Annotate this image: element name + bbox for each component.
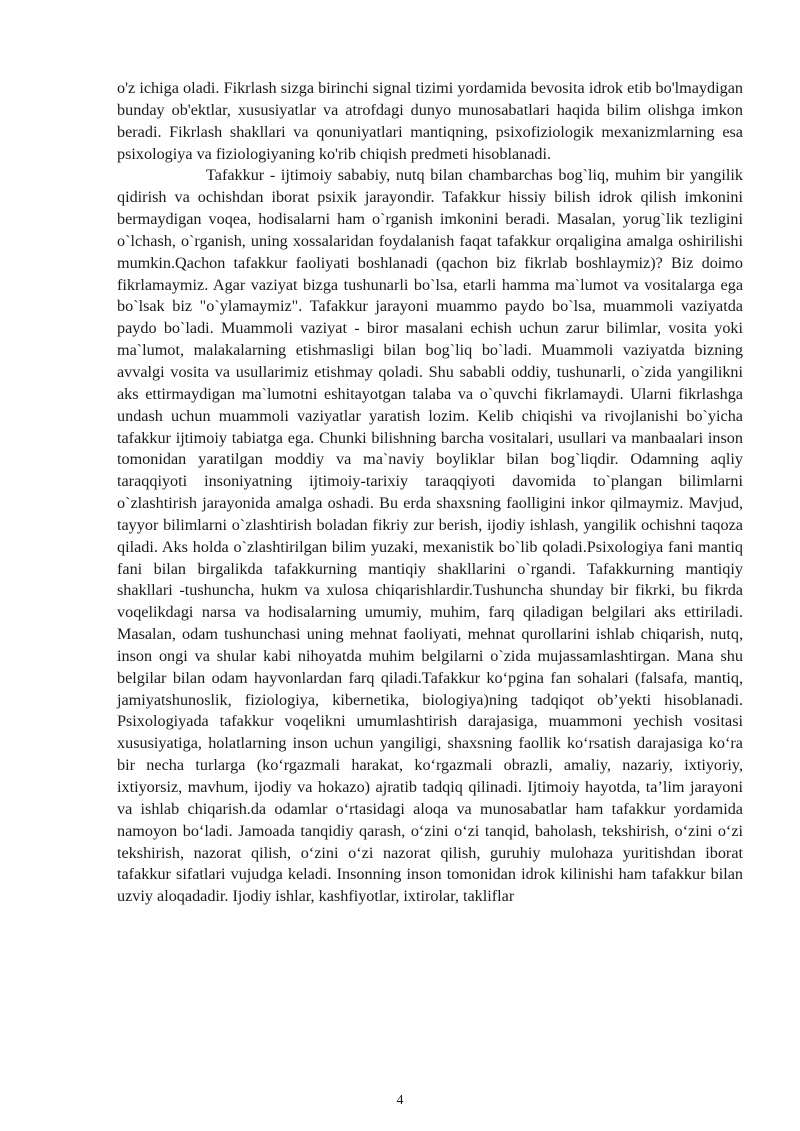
page-number: 4 [396,1093,404,1108]
paragraph-tafakkur: Tafakkur - ijtimoiy sababiy, nutq bilan chambarchas bog`liq, muhim bir yangilik qidirish va ochishdan iborat psixik jarayondir. Tafakkur hissiy bilish idrok qilish imkonini bermaydigan voqea, hodisalarni ham o`rganish imkonini beradi. Masalan, yorug`lik tezligini o`lchash, o`rganish, uning xossalaridan foydalanish faqat tafakkur orqaligina amalga oshirilishi mumkin.Qachon tafakkur faoliyati boshlanadi (qachon biz fikrlab boshlaymiz)? Biz doimo fikrlamaymiz. Agar vaziyat bizga tushunarli bo`lsa, etarli hamma ma`lumot va vositalarga ega bo`lsak biz "o`ylamaymiz". Tafakkur jarayoni muammo paydo bo`lsa, muammoli vaziyatda paydo bo`ladi. Muammoli vaziyat - biror masalani echish uchun zarur bilimlar, vosita yoki ma`lumot, malakalarning etishmasligi bilan bog`liq bo`ladi. Muammoli vaziyatda bizning avvalgi vosita va usullarimiz etishmay qoladi. Shu sababli oddiy, tushunarli, o`zida yangilikni aks ettirmaydigan ma`lumotni eshitayotgan talaba va o`quvchi fikrlamaydi. Ularni fikrlashga undash uchun muammoli vaziyatlar yaratish lozim. Kelib chiqishi va rivojlanishi bo`yicha tafakkur ijtimoiy tabiatga ega. Chunki bilishning barcha vositalari, usullari va manbaalari inson tomonidan yaratilgan moddiy va ma`naviy boyliklar bilan bog`liqdir. Odamning aqliy taraqqiyoti insoniyatning ijtimoiy-tarixiy taraqqiyoti davomida to`plangan bilimlarni o`zlashtirish jarayonida amalga oshadi. Bu erda shaxsning faolligini inkor qilmaymiz. Mavjud, tayyor bilimlarni o`zlashtirish boladan fikriy zur berish, ijodiy ishlash, yangilik ochishni taqoza qiladi. Aks holda o`zlashtirilgan bilim yuzaki, mexanistik bo`lib qoladi.Psixologiya fani mantiq fani bilan birgalikda tafakkurning mantiqiy shakllarini o`rgandi. Tafakkurning mantiqiy shakllari -tushuncha, hukm va xulosa chiqarishlardir.Tushuncha shunday bir fikrki, bu fikrda voqelikdagi narsa va hodisalarning umumiy, muhim, farq qiladigan belgilari aks ettiriladi. Masalan, odam tushunchasi uning mehnat faoliyati, mehnat qurollarini ishlab chiqarish, nutq, inson ongi va shular kabi nihoyatda muhim belgilarni o`zida mujassamlashtirgan. Mana shu belgilar bilan odam hayvonlardan farq qiladi.Tafakkur ko‘pgina fan sohalari (falsafa, mantiq, jamiyatshunoslik, fiziologiya, kibernetika, biologiya)ning tadqiqot ob’yekti hisoblanadi. Psixologiyada tafakkur voqelikni umumlashtirish darajasiga, muammoni yechish vositasi xususiyatiga, holatlarning inson uchun yangiligi, shaxsning faollik ko‘rsatish darajasiga ko‘ra bir necha turlarga (ko‘rgazmali harakat, ko‘rgazmali obrazli, amaliy, nazariy, ixtiyoriy, ixtiyorsiz, mavhum, ijodiy va hokazo) ajratib tadqiq qilinadi. Ijtimoiy hayotda, ta’lim jarayoni va ishlab chiqarish.da odamlar o‘rtasidagi aloqa va munosabatlar ham tafakkur yordamida namoyon bo‘ladi. Jamoada tanqidiy qarash, o‘zini o‘zi tanqid, baholash, tekshirish, o‘zini o‘zi tekshirish, nazorat qilish, o‘zini o‘zi nazorat qilish, guruhiy mulohaza yuritishdan iborat tafakkur sifatlari vujudga keladi. Insonning inson tomonidan idrok kilinishi ham tafakkur bilan uzviy aloqadadir. Ijodiy ishlar, kashfiyotlar, ixtirolar, takliflar [117,166,743,906]
paragraph-continuation: o'z ichiga oladi. Fikrlash sizga birinchi signal tizimi yordamida bevosita idrok etib bo'lmaydigan bunday ob'ektlar, xususiyatlar va atrofdagi dunyo munosabatlari haqida bilim olishga imkon beradi. Fikrlash shakllari va qonuniyatlari mantiqning, psixofiziologik mexanizmlarning esa psixologiya va fiziologiyaning ko'rib chiqish predmeti hisoblanadi. [117,79,743,163]
body-text [117,78,743,908]
